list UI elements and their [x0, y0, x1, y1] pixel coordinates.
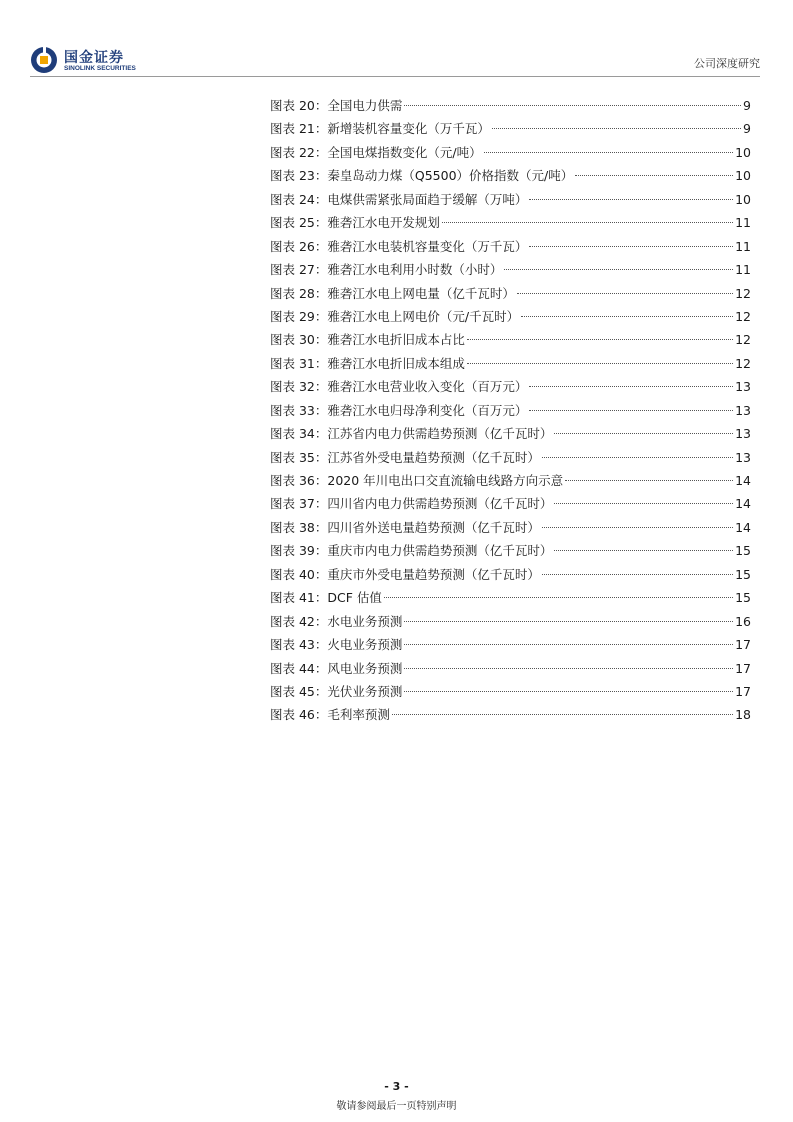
toc-entry-title: 雅砻江水电折旧成本组成	[327, 355, 465, 371]
toc-entry-label: 图表 43：	[270, 637, 328, 653]
toc-entry-page: 15	[735, 566, 751, 582]
toc-entry[interactable]	[270, 563, 751, 586]
toc-entry-page: 14	[735, 496, 751, 512]
toc-entry-title: 雅砻江水电装机容量变化（万千瓦）	[327, 238, 528, 254]
toc-entry-label: 图表 44：	[270, 660, 328, 676]
toc-entry-page: 10	[735, 191, 751, 207]
toc-entry-label: 图表 41：	[270, 590, 328, 606]
toc-entry[interactable]	[270, 117, 751, 140]
toc-dot-leader	[404, 668, 733, 669]
toc-entry-title: 雅砻江水电上网电价（元/千瓦时）	[327, 308, 520, 324]
toc-entry-page: 12	[735, 285, 751, 301]
toc-dot-leader	[492, 128, 741, 129]
toc-entry-label: 图表 23：	[270, 168, 328, 184]
toc-entry[interactable]	[270, 164, 751, 187]
toc-dot-leader	[529, 410, 733, 411]
toc-entry-page: 9	[743, 121, 751, 137]
toc-entry-title: 全国电煤指数变化（元/吨）	[327, 144, 482, 160]
toc-dot-leader	[404, 621, 733, 622]
toc-dot-leader	[404, 105, 741, 106]
toc-dot-leader	[384, 597, 733, 598]
toc-entry-page: 12	[735, 355, 751, 371]
toc-entry[interactable]	[270, 657, 751, 680]
toc-entry-title: 重庆市内电力供需趋势预测（亿千瓦时）	[327, 543, 553, 559]
toc-entry[interactable]	[270, 516, 751, 539]
toc-entry-page: 13	[735, 449, 751, 465]
toc-dot-leader	[404, 691, 733, 692]
toc-entry-page: 10	[735, 144, 751, 160]
toc-dot-leader	[529, 246, 733, 247]
toc-dot-leader	[565, 480, 733, 481]
toc-entry[interactable]	[270, 469, 751, 492]
toc-dot-leader	[529, 386, 733, 387]
toc-entry[interactable]	[270, 94, 751, 117]
toc-entry-title: 新增装机容量变化（万千瓦）	[327, 121, 490, 137]
toc-entry-label: 图表 36：	[270, 473, 328, 488]
toc-entry-title: DCF 估值	[327, 590, 382, 606]
toc-entry-label: 图表 26：	[270, 238, 328, 254]
sinolink-logo-icon	[30, 46, 58, 74]
toc-dot-leader	[521, 316, 733, 317]
toc-dot-leader	[467, 339, 733, 340]
toc-entry[interactable]	[270, 703, 751, 726]
toc-entry-title: 雅砻江水电上网电量（亿千瓦时）	[327, 285, 515, 301]
toc-entry-page: 9	[743, 98, 751, 113]
toc-dot-leader	[575, 175, 733, 176]
toc-entry[interactable]	[270, 446, 751, 469]
brand-name-en: SINOLINK SECURITIES	[64, 65, 136, 72]
toc-entry-label: 图表 34：	[270, 426, 328, 442]
toc-entry-title: 雅砻江水电开发规划	[327, 215, 440, 231]
toc-entry[interactable]	[270, 680, 751, 703]
toc-entry-page: 12	[735, 308, 751, 324]
toc-entry-title: 火电业务预测	[327, 637, 403, 653]
toc-entry-page: 12	[735, 332, 751, 348]
toc-entry-page: 13	[735, 379, 751, 395]
toc-entry-label: 图表 27：	[270, 262, 328, 278]
toc-dot-leader	[554, 433, 733, 434]
toc-entry[interactable]	[270, 211, 751, 234]
toc-entry[interactable]	[270, 586, 751, 609]
toc-entry-title: 风电业务预测	[327, 660, 403, 676]
brand-name-cn: 国金证券	[64, 50, 124, 66]
toc-entry[interactable]	[270, 422, 751, 445]
report-type: 公司深度研究	[694, 57, 760, 70]
disclaimer-notice: 敬请参阅最后一页特别声明	[336, 1101, 457, 1112]
toc-entry-page: 18	[735, 707, 751, 723]
toc-entry[interactable]	[270, 258, 751, 281]
toc-entry-label: 图表 40：	[270, 566, 328, 582]
toc-entry-label: 图表 22：	[270, 144, 328, 160]
toc-entry-title: 水电业务预测	[327, 613, 403, 629]
toc-entry-page: 13	[735, 402, 751, 418]
toc-entry-page: 11	[735, 262, 751, 278]
toc-entry-title: 雅砻江水电利用小时数（小时）	[327, 262, 503, 278]
toc-entry-page: 11	[735, 238, 751, 254]
toc-dot-leader	[442, 222, 733, 223]
toc-entry-label: 图表 24：	[270, 191, 328, 207]
toc-entry-page: 14	[735, 473, 751, 488]
toc-entry-title: 电煤供需紧张局面趋于缓解（万吨）	[327, 191, 528, 207]
toc-entry[interactable]	[270, 375, 751, 398]
toc-entry-label: 图表 30：	[270, 332, 328, 348]
toc-entry-label: 图表 32：	[270, 379, 328, 395]
toc-entry-title: 毛利率预测	[327, 707, 390, 723]
toc-entry-page: 15	[735, 590, 751, 606]
toc-entry-page: 15	[735, 543, 751, 559]
toc-entry[interactable]	[270, 235, 751, 258]
toc-entry-label: 图表 33：	[270, 402, 328, 418]
toc-entry[interactable]	[270, 610, 751, 633]
page-number: - 3 -	[384, 1080, 409, 1093]
toc-entry-label: 图表 21：	[270, 121, 328, 137]
toc-dot-leader	[404, 644, 733, 645]
toc-entry-label: 图表 46：	[270, 707, 328, 723]
toc-entry-title: 四川省内电力供需趋势预测（亿千瓦时）	[327, 496, 553, 512]
toc-entry-label: 图表 35：	[270, 449, 328, 465]
toc-entry-page: 14	[735, 519, 751, 535]
toc-entry[interactable]	[270, 352, 751, 375]
toc-entry[interactable]	[270, 539, 751, 562]
toc-entry-page: 11	[735, 215, 751, 231]
toc-dot-leader	[542, 574, 733, 575]
toc-dot-leader	[554, 503, 733, 504]
page-header	[30, 40, 760, 76]
toc-entry-label: 图表 42：	[270, 613, 328, 629]
toc-entry-page: 17	[735, 637, 751, 653]
toc-entry-page: 17	[735, 683, 751, 699]
toc-entry[interactable]	[270, 188, 751, 211]
toc-dot-leader	[529, 199, 733, 200]
toc-entry-label: 图表 45：	[270, 683, 328, 699]
toc-entry-label: 图表 39：	[270, 543, 328, 559]
toc-entry[interactable]	[270, 141, 751, 164]
toc-entry-label: 图表 25：	[270, 215, 328, 231]
toc-dot-leader	[504, 269, 733, 270]
toc-entry-title: 全国电力供需	[327, 98, 403, 113]
toc-entry[interactable]	[270, 633, 751, 656]
toc-dot-leader	[517, 293, 733, 294]
company-logo	[30, 46, 170, 76]
toc-dot-leader	[542, 457, 733, 458]
toc-entry-label: 图表 37：	[270, 496, 328, 512]
toc-dot-leader	[484, 152, 733, 153]
toc-dot-leader	[392, 714, 733, 715]
toc-entry-title: 江苏省外受电量趋势预测（亿千瓦时）	[327, 449, 540, 465]
toc-entry-page: 17	[735, 660, 751, 676]
toc-entry-title: 雅砻江水电归母净利变化（百万元）	[327, 402, 528, 418]
toc-entry[interactable]	[270, 328, 751, 351]
figure-index	[270, 94, 751, 727]
toc-entry-label: 图表 38：	[270, 519, 328, 535]
toc-dot-leader	[542, 527, 733, 528]
toc-entry-page: 16	[735, 613, 751, 629]
toc-entry-label: 图表 28：	[270, 285, 328, 301]
toc-entry[interactable]	[270, 492, 751, 515]
toc-entry[interactable]	[270, 305, 751, 328]
toc-entry-label: 图表 31：	[270, 355, 328, 371]
toc-entry-label: 图表 20：	[270, 98, 328, 113]
toc-entry-title: 四川省外送电量趋势预测（亿千瓦时）	[327, 519, 540, 535]
toc-entry-title: 雅砻江水电营业收入变化（百万元）	[327, 379, 528, 395]
toc-dot-leader	[554, 550, 733, 551]
toc-entry-title: 2020 年川电出口交直流输电线路方向示意	[327, 473, 564, 488]
toc-entry-title: 重庆市外受电量趋势预测（亿千瓦时）	[327, 566, 540, 582]
toc-entry-title: 雅砻江水电折旧成本占比	[327, 332, 465, 348]
toc-entry-page: 13	[735, 426, 751, 442]
toc-entry-title: 秦皇岛动力煤（Q5500）价格指数（元/吨）	[327, 168, 574, 184]
toc-entry-title: 江苏省内电力供需趋势预测（亿千瓦时）	[327, 426, 553, 442]
toc-entry-title: 光伏业务预测	[327, 683, 403, 699]
toc-entry-label: 图表 29：	[270, 308, 328, 324]
toc-entry[interactable]	[270, 282, 751, 305]
toc-entry[interactable]	[270, 399, 751, 422]
toc-entry-page: 10	[735, 168, 751, 184]
header-divider	[30, 76, 760, 77]
toc-dot-leader	[467, 363, 733, 364]
